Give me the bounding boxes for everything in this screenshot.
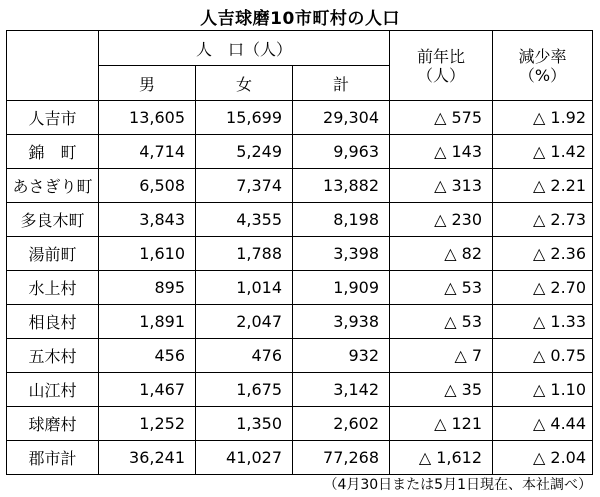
- cell-rate: △ 0.75: [493, 339, 593, 373]
- cell-change: △ 143: [390, 135, 493, 169]
- cell-change: △ 53: [390, 305, 493, 339]
- header-change: [390, 31, 493, 101]
- population-table: [6, 30, 593, 475]
- table-row-total: [7, 441, 593, 475]
- cell-male: 1,891: [99, 305, 196, 339]
- table-row: [7, 101, 593, 135]
- cell-change: △ 1,612: [390, 441, 493, 475]
- cell-female: 41,027: [196, 441, 293, 475]
- cell-total: 3,938: [293, 305, 390, 339]
- cell-total: 77,268: [293, 441, 390, 475]
- cell-total: 932: [293, 339, 390, 373]
- cell-rate: △ 1.42: [493, 135, 593, 169]
- cell-rate: △ 2.73: [493, 203, 593, 237]
- cell-municipality: あさぎり町: [7, 169, 99, 203]
- cell-change: △ 121: [390, 407, 493, 441]
- cell-municipality: 錦 町: [7, 135, 99, 169]
- cell-male: 1,467: [99, 373, 196, 407]
- header-municipality-blank: [7, 31, 99, 101]
- table-row: [7, 407, 593, 441]
- table-row: [7, 203, 593, 237]
- header-rate: [493, 31, 593, 101]
- cell-total: 29,304: [293, 101, 390, 135]
- cell-male: 36,241: [99, 441, 196, 475]
- cell-female: 5,249: [196, 135, 293, 169]
- table-row: [7, 373, 593, 407]
- header-female: 女: [196, 66, 293, 101]
- cell-total: 9,963: [293, 135, 390, 169]
- cell-female: 476: [196, 339, 293, 373]
- footnote: （4月30日または5月1日現在、本社調べ）: [323, 477, 592, 493]
- header-rate-line2: （%）: [518, 65, 567, 85]
- cell-rate: △ 2.36: [493, 237, 593, 271]
- header-male: 男: [99, 66, 196, 101]
- cell-female: 1,675: [196, 373, 293, 407]
- table-row: [7, 135, 593, 169]
- cell-municipality: 山江村: [7, 373, 99, 407]
- cell-municipality: 郡市計: [7, 441, 99, 475]
- cell-female: 7,374: [196, 169, 293, 203]
- cell-total: 3,398: [293, 237, 390, 271]
- cell-municipality: 多良木町: [7, 203, 99, 237]
- cell-female: 1,350: [196, 407, 293, 441]
- cell-municipality: 相良村: [7, 305, 99, 339]
- cell-male: 6,508: [99, 169, 196, 203]
- cell-male: 456: [99, 339, 196, 373]
- cell-municipality: 五木村: [7, 339, 99, 373]
- cell-change: △ 575: [390, 101, 493, 135]
- cell-change: △ 53: [390, 271, 493, 305]
- cell-female: 4,355: [196, 203, 293, 237]
- cell-municipality: 球磨村: [7, 407, 99, 441]
- cell-rate: △ 4.44: [493, 407, 593, 441]
- cell-male: 13,605: [99, 101, 196, 135]
- table-row: [7, 305, 593, 339]
- cell-female: 1,788: [196, 237, 293, 271]
- table-row: [7, 271, 593, 305]
- cell-total: 8,198: [293, 203, 390, 237]
- cell-rate: △ 1.92: [493, 101, 593, 135]
- cell-female: 2,047: [196, 305, 293, 339]
- cell-rate: △ 2.04: [493, 441, 593, 475]
- table-row: [7, 237, 593, 271]
- cell-male: 4,714: [99, 135, 196, 169]
- header-total: 計: [293, 66, 390, 101]
- cell-municipality: 水上村: [7, 271, 99, 305]
- cell-male: 895: [99, 271, 196, 305]
- cell-total: 2,602: [293, 407, 390, 441]
- cell-rate: △ 1.33: [493, 305, 593, 339]
- cell-rate: △ 2.70: [493, 271, 593, 305]
- cell-total: 13,882: [293, 169, 390, 203]
- cell-female: 15,699: [196, 101, 293, 135]
- table-row: [7, 339, 593, 373]
- cell-change: △ 82: [390, 237, 493, 271]
- header-rate-line1: 減少率: [518, 46, 567, 66]
- page-title: 人吉球磨10市町村の人口: [200, 9, 400, 29]
- cell-change: △ 313: [390, 169, 493, 203]
- cell-rate: △ 2.21: [493, 169, 593, 203]
- cell-male: 1,252: [99, 407, 196, 441]
- cell-rate: △ 1.10: [493, 373, 593, 407]
- cell-change: △ 35: [390, 373, 493, 407]
- header-population: 人 口（人）: [99, 31, 390, 66]
- cell-total: 3,142: [293, 373, 390, 407]
- cell-change: △ 7: [390, 339, 493, 373]
- cell-male: 3,843: [99, 203, 196, 237]
- table-row: [7, 169, 593, 203]
- cell-change: △ 230: [390, 203, 493, 237]
- header-change-line1: 前年比: [417, 46, 466, 66]
- cell-female: 1,014: [196, 271, 293, 305]
- cell-municipality: 人吉市: [7, 101, 99, 135]
- cell-total: 1,909: [293, 271, 390, 305]
- cell-male: 1,610: [99, 237, 196, 271]
- cell-municipality: 湯前町: [7, 237, 99, 271]
- header-change-line2: （人）: [417, 65, 466, 85]
